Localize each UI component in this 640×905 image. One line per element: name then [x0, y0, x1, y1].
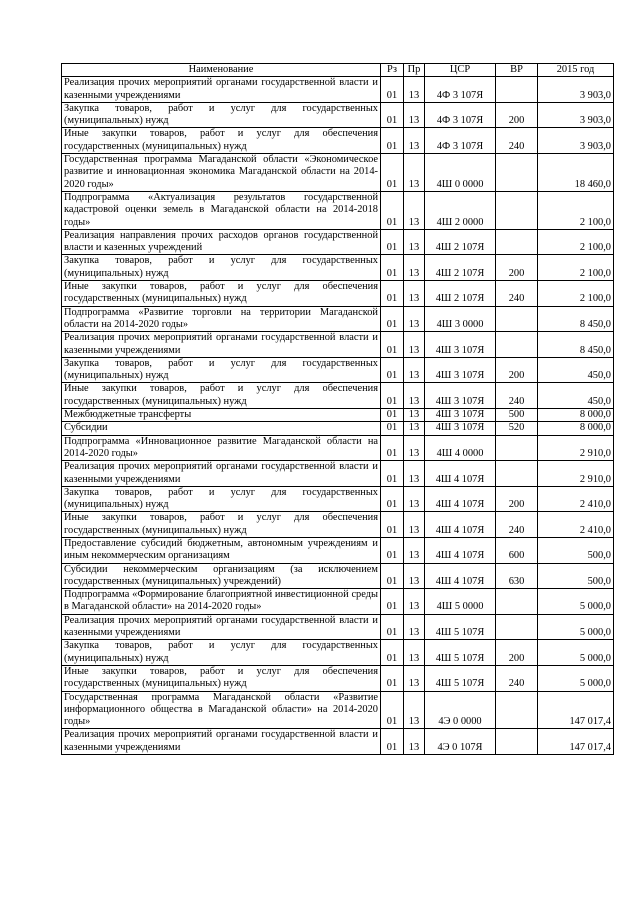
row-name-cell: Закупка товаров, работ и услуг для государственных (муниципальных) нужд: [62, 255, 381, 281]
table-row: [62, 563, 614, 589]
row-sum-cell: 18 460,0: [538, 154, 614, 192]
row-pr-cell: 13: [404, 383, 425, 409]
row-csr-cell: 4Ш 2 107Я: [425, 281, 496, 307]
row-pr-cell: 13: [404, 435, 425, 461]
row-csr-cell: 4Ш 3 107Я: [425, 409, 496, 422]
header-pr: Пр: [404, 64, 425, 77]
row-name-cell: Субсидии некоммерческим организациям (за исключением государственных (муниципальных) учреждений): [62, 563, 381, 589]
row-rz-cell: 01: [381, 729, 404, 755]
row-vr-cell: 240: [496, 665, 538, 691]
row-sum-cell: 5 000,0: [538, 589, 614, 615]
row-vr-cell: 240: [496, 383, 538, 409]
row-vr-cell: [496, 614, 538, 640]
row-pr-cell: 13: [404, 512, 425, 538]
row-vr-cell: 600: [496, 537, 538, 563]
row-csr-cell: 4Ш 3 107Я: [425, 332, 496, 358]
row-pr-cell: 13: [404, 128, 425, 154]
table-row: [62, 128, 614, 154]
header-csr: ЦСР: [425, 64, 496, 77]
table-row: [62, 435, 614, 461]
row-rz-cell: 01: [381, 255, 404, 281]
row-name-cell: Субсидии: [62, 422, 381, 435]
row-vr-cell: [496, 154, 538, 192]
row-rz-cell: 01: [381, 486, 404, 512]
row-name-cell: Иные закупки товаров, работ и услуг для обеспечения государственных (муниципальных) нужд: [62, 128, 381, 154]
row-csr-cell: 4Э 0 0000: [425, 691, 496, 729]
row-pr-cell: 13: [404, 640, 425, 666]
table-row: [62, 665, 614, 691]
row-sum-cell: 8 450,0: [538, 306, 614, 332]
table-row: [62, 691, 614, 729]
row-vr-cell: 520: [496, 422, 538, 435]
row-sum-cell: 3 903,0: [538, 77, 614, 103]
row-vr-cell: 630: [496, 563, 538, 589]
row-name-cell: Закупка товаров, работ и услуг для государственных (муниципальных) нужд: [62, 357, 381, 383]
row-sum-cell: 3 903,0: [538, 128, 614, 154]
row-name-cell: Реализация прочих мероприятий органами государственной власти и казенными учреждениями: [62, 614, 381, 640]
row-csr-cell: 4Ш 2 107Я: [425, 229, 496, 255]
table-body: [62, 77, 614, 755]
row-rz-cell: 01: [381, 128, 404, 154]
row-rz-cell: 01: [381, 537, 404, 563]
row-pr-cell: 13: [404, 191, 425, 229]
row-name-cell: Подпрограмма «Развитие торговли на территории Магаданской области на 2014-2020 годы»: [62, 306, 381, 332]
row-csr-cell: 4Ш 3 0000: [425, 306, 496, 332]
row-pr-cell: 13: [404, 486, 425, 512]
row-csr-cell: 4Ш 3 107Я: [425, 383, 496, 409]
row-rz-cell: 01: [381, 281, 404, 307]
row-pr-cell: 13: [404, 665, 425, 691]
row-sum-cell: 5 000,0: [538, 614, 614, 640]
row-rz-cell: 01: [381, 512, 404, 538]
row-vr-cell: 200: [496, 255, 538, 281]
row-csr-cell: 4Ш 3 107Я: [425, 422, 496, 435]
row-pr-cell: 13: [404, 537, 425, 563]
table-row: [62, 357, 614, 383]
row-pr-cell: 13: [404, 281, 425, 307]
row-csr-cell: 4Ш 2 107Я: [425, 255, 496, 281]
row-sum-cell: 2 910,0: [538, 461, 614, 487]
table-row: [62, 332, 614, 358]
row-sum-cell: 2 100,0: [538, 281, 614, 307]
row-pr-cell: 13: [404, 461, 425, 487]
row-rz-cell: 01: [381, 665, 404, 691]
row-name-cell: Подпрограмма «Актуализация результатов государственной кадастровой оценки земель в Магаданской области на 2014-2018 годы»: [62, 191, 381, 229]
table-row: [62, 255, 614, 281]
row-pr-cell: 13: [404, 589, 425, 615]
table-row: [62, 461, 614, 487]
row-vr-cell: 500: [496, 409, 538, 422]
row-rz-cell: 01: [381, 640, 404, 666]
table-row: [62, 306, 614, 332]
row-csr-cell: 4Ф 3 107Я: [425, 77, 496, 103]
row-csr-cell: 4Ш 4 107Я: [425, 537, 496, 563]
row-name-cell: Государственная программа Магаданской области «Экономическое развитие и инновационная экономика Магаданской области на 2014-2020 годы»: [62, 154, 381, 192]
table-row: [62, 729, 614, 755]
row-pr-cell: 13: [404, 77, 425, 103]
row-sum-cell: 147 017,4: [538, 691, 614, 729]
row-csr-cell: 4Ш 2 0000: [425, 191, 496, 229]
row-name-cell: Иные закупки товаров, работ и услуг для обеспечения государственных (муниципальных) нужд: [62, 512, 381, 538]
row-rz-cell: 01: [381, 589, 404, 615]
row-pr-cell: 13: [404, 154, 425, 192]
row-pr-cell: 13: [404, 422, 425, 435]
row-csr-cell: 4Ш 4 107Я: [425, 563, 496, 589]
row-csr-cell: 4Ф 3 107Я: [425, 102, 496, 128]
row-sum-cell: 2 100,0: [538, 191, 614, 229]
row-pr-cell: 13: [404, 691, 425, 729]
row-sum-cell: 2 910,0: [538, 435, 614, 461]
row-csr-cell: 4Ш 5 107Я: [425, 665, 496, 691]
row-vr-cell: 200: [496, 640, 538, 666]
row-name-cell: Реализация прочих мероприятий органами государственной власти и казенными учреждениями: [62, 461, 381, 487]
table-row: [62, 422, 614, 435]
row-sum-cell: 2 410,0: [538, 486, 614, 512]
row-rz-cell: 01: [381, 435, 404, 461]
row-csr-cell: 4Ш 5 107Я: [425, 640, 496, 666]
row-csr-cell: 4Ш 0 0000: [425, 154, 496, 192]
row-rz-cell: 01: [381, 691, 404, 729]
row-vr-cell: [496, 229, 538, 255]
row-name-cell: Иные закупки товаров, работ и услуг для обеспечения государственных (муниципальных) нужд: [62, 665, 381, 691]
row-rz-cell: 01: [381, 154, 404, 192]
header-rz: Рз: [381, 64, 404, 77]
table-row: [62, 383, 614, 409]
header-row: [62, 64, 614, 77]
row-vr-cell: [496, 77, 538, 103]
table-row: [62, 229, 614, 255]
row-vr-cell: [496, 191, 538, 229]
budget-table: [61, 63, 614, 755]
row-rz-cell: 01: [381, 191, 404, 229]
row-sum-cell: 2 410,0: [538, 512, 614, 538]
header-vr: ВР: [496, 64, 538, 77]
row-vr-cell: 200: [496, 486, 538, 512]
table-row: [62, 102, 614, 128]
row-sum-cell: 2 100,0: [538, 229, 614, 255]
row-sum-cell: 3 903,0: [538, 102, 614, 128]
row-name-cell: Реализация прочих мероприятий органами государственной власти и казенными учреждениями: [62, 729, 381, 755]
row-pr-cell: 13: [404, 102, 425, 128]
row-csr-cell: 4Ш 4 107Я: [425, 512, 496, 538]
row-name-cell: Иные закупки товаров, работ и услуг для обеспечения государственных (муниципальных) нужд: [62, 383, 381, 409]
row-pr-cell: 13: [404, 306, 425, 332]
row-csr-cell: 4Ш 4 107Я: [425, 486, 496, 512]
table-row: [62, 589, 614, 615]
row-rz-cell: 01: [381, 332, 404, 358]
row-sum-cell: 8 000,0: [538, 422, 614, 435]
row-rz-cell: 01: [381, 306, 404, 332]
row-sum-cell: 450,0: [538, 357, 614, 383]
table-row: [62, 512, 614, 538]
row-name-cell: Реализация прочих мероприятий органами государственной власти и казенными учреждениями: [62, 332, 381, 358]
row-sum-cell: 500,0: [538, 537, 614, 563]
row-vr-cell: 200: [496, 102, 538, 128]
row-vr-cell: [496, 332, 538, 358]
row-vr-cell: [496, 729, 538, 755]
table-row: [62, 409, 614, 422]
row-csr-cell: 4Ш 4 107Я: [425, 461, 496, 487]
row-vr-cell: 240: [496, 281, 538, 307]
row-sum-cell: 5 000,0: [538, 665, 614, 691]
row-rz-cell: 01: [381, 563, 404, 589]
row-name-cell: Закупка товаров, работ и услуг для государственных (муниципальных) нужд: [62, 102, 381, 128]
row-name-cell: Закупка товаров, работ и услуг для государственных (муниципальных) нужд: [62, 486, 381, 512]
row-vr-cell: [496, 589, 538, 615]
row-rz-cell: 01: [381, 229, 404, 255]
row-pr-cell: 13: [404, 729, 425, 755]
row-name-cell: Межбюджетные трансферты: [62, 409, 381, 422]
row-rz-cell: 01: [381, 357, 404, 383]
row-rz-cell: 01: [381, 614, 404, 640]
row-pr-cell: 13: [404, 229, 425, 255]
row-pr-cell: 13: [404, 332, 425, 358]
row-rz-cell: 01: [381, 77, 404, 103]
row-sum-cell: 5 000,0: [538, 640, 614, 666]
table-row: [62, 281, 614, 307]
row-rz-cell: 01: [381, 102, 404, 128]
row-sum-cell: 500,0: [538, 563, 614, 589]
row-pr-cell: 13: [404, 409, 425, 422]
table-row: [62, 537, 614, 563]
row-rz-cell: 01: [381, 422, 404, 435]
row-rz-cell: 01: [381, 461, 404, 487]
header-name: Наименование: [62, 64, 381, 77]
row-name-cell: Государственная программа Магаданской области «Развитие информационного общества в Магаданской области» на 2014-2020 годы»: [62, 691, 381, 729]
row-sum-cell: 8 000,0: [538, 409, 614, 422]
row-vr-cell: 200: [496, 357, 538, 383]
row-name-cell: Предоставление субсидий бюджетным, автономным учреждениям и иным некоммерческим организациям: [62, 537, 381, 563]
row-csr-cell: 4Э 0 107Я: [425, 729, 496, 755]
table-row: [62, 486, 614, 512]
table-header: [62, 64, 614, 77]
row-csr-cell: 4Ш 5 107Я: [425, 614, 496, 640]
header-year: 2015 год: [538, 64, 614, 77]
row-vr-cell: [496, 461, 538, 487]
row-vr-cell: [496, 691, 538, 729]
row-vr-cell: 240: [496, 512, 538, 538]
row-csr-cell: 4Ш 3 107Я: [425, 357, 496, 383]
row-rz-cell: 01: [381, 383, 404, 409]
table-row: [62, 77, 614, 103]
row-sum-cell: 8 450,0: [538, 332, 614, 358]
table-row: [62, 154, 614, 192]
row-vr-cell: 240: [496, 128, 538, 154]
row-name-cell: Реализация прочих мероприятий органами государственной власти и казенными учреждениями: [62, 77, 381, 103]
row-csr-cell: 4Ш 5 0000: [425, 589, 496, 615]
row-pr-cell: 13: [404, 357, 425, 383]
row-sum-cell: 2 100,0: [538, 255, 614, 281]
table-row: [62, 614, 614, 640]
row-pr-cell: 13: [404, 563, 425, 589]
row-name-cell: Подпрограмма «Инновационное развитие Магаданской области на 2014-2020 годы»: [62, 435, 381, 461]
row-vr-cell: [496, 306, 538, 332]
table-row: [62, 191, 614, 229]
row-name-cell: Подпрограмма «Формирование благоприятной инвестиционной среды в Магаданской области» на 2014-2020 годы»: [62, 589, 381, 615]
row-sum-cell: 450,0: [538, 383, 614, 409]
row-pr-cell: 13: [404, 614, 425, 640]
row-pr-cell: 13: [404, 255, 425, 281]
row-rz-cell: 01: [381, 409, 404, 422]
row-name-cell: Закупка товаров, работ и услуг для государственных (муниципальных) нужд: [62, 640, 381, 666]
row-sum-cell: 147 017,4: [538, 729, 614, 755]
row-vr-cell: [496, 435, 538, 461]
document-page: [61, 63, 613, 755]
table-row: [62, 640, 614, 666]
row-name-cell: Иные закупки товаров, работ и услуг для обеспечения государственных (муниципальных) нужд: [62, 281, 381, 307]
row-csr-cell: 4Ш 4 0000: [425, 435, 496, 461]
row-csr-cell: 4Ф 3 107Я: [425, 128, 496, 154]
row-name-cell: Реализация направления прочих расходов органов государственной власти и казенных учреждений: [62, 229, 381, 255]
